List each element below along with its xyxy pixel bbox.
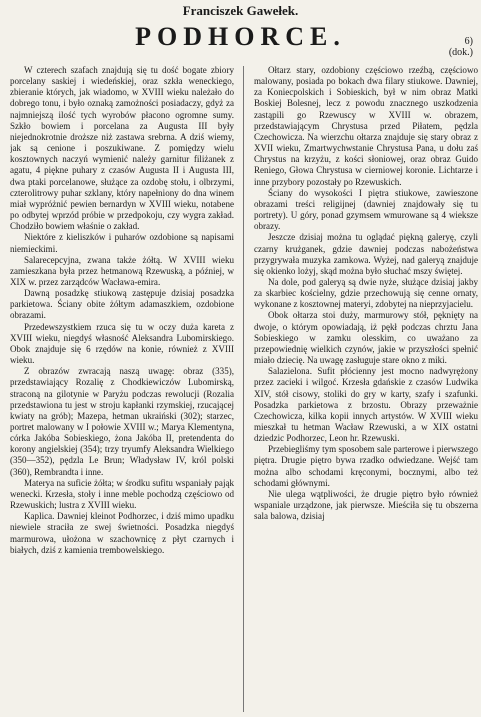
paragraph: Z obrazów zwracają naszą uwagę: obraz (335), przedstawiający Rozalię z Chodkiewiczów Lubomirską, straconą na gilotynie w Paryżu podczas rewolucji (Rozalia przedstawiona tu jest w stroju kapłanki rzymskiej, rzucającej kwiaty na grób); Mazepa, hetman ukraiński (302); starzec, portret malowany w I połowie XVIII w.; Marya Klementyna, córka Jakóba Sobieskiego, żona Jakóba II, pretendenta do korony angielskiej (354); trzy tryumfy Aleksandra Wielkiego (350—352), pędzla Le Brun; Władysław IV, król polski (360), Rembrandta i inne. — [10, 366, 234, 477]
paragraph: Ołtarz stary, ozdobiony częściowo rzeźbą, częściowo malowany, posiada po bokach dwa filary stiukowe. Dawniej, za Koniecpolskich i Sobieskich, był w nim obraz Matki Boskiej Bolesnej, lecz z powodu znacznego uszkodzenia zastąpili go Rzewuscy w XVIII w. obrazem, przedstawiającym Chrystusa przed Piłatem, pędzla Czechowicza. Na wierzchu ołtarza znajduje się stary obraz z XVII wieku, Zmartwychwstanie Chrystusa Pana, u dołu zaś Chrystus na krzyżu, z kości słoniowej, oraz obraz Guido Reniego, Głowa Chrystusa w cierniowej koronie. Lichtarze i inne przybory pozostały po Rzewuskich. — [254, 65, 478, 187]
installment-note — [449, 36, 473, 58]
paragraph: Przebiegliśmy tym sposobem sale parterowe i pierwszego piętra. Drugie piętro bywa rzadko odwiedzane. Wejść tam można albo schodami kręconymi, bocznymi, albo też schodami głównymi. — [254, 444, 478, 488]
paragraph: Obok ołtarza stoi duży, marmurowy stół, pęknięty na dwoje, o którym opowiadają, iż pękł podczas chrztu Jana Sobieskiego w zamku olesskim, co uważano za przepowiednię wielkich czynów, jakie w przyszłości spełnić miało dziecię. Na uwagę zasługuje stare okno z miki. — [254, 310, 478, 366]
paragraph: Jeszcze dzisiaj można tu oglądać piękną galeryę, czyli czarny krużganek, gdzie dawniej podczas nabożeństwa przygrywała muzyka zamkowa. Wyżej, nad galeryą znajduje się okienko lożyj, skąd można było słuchać mszy świętej. — [254, 232, 478, 276]
paragraph: Salazielona. Sufit płócienny jest mocno nadwyrężony przez zacieki i wilgoć. Krzesła gdańskie z czasów Ludwika XIV, stół cisowy, stoliki do gry w karty, szafy i szafunki. Posadzka parkietowa z brzostu. Obrazy przeważnie Czechowicza, kilka kopii innych artystów. W XVIII wieku mieszkał tu hetman Wacław Rzewuski, a w XIX ostatni dziedzic Podhorzec, Leon hr. Rzewuski. — [254, 366, 478, 444]
installment-number: 6) — [464, 36, 473, 47]
paragraph: Przedewszystkiem rzuca się tu w oczy duża kareta z XVIII wieku, niegdyś własność Aleksandra Lubomirskiego. Obok znajduje się 6 rzędów na konie, również z XVIII wieku. — [10, 321, 234, 366]
paragraph: Kaplica. Dawniej kleinot Podhorzec, i dziś mimo upadku niewiele straciła ze swej świetności. Posadzka niegdyś marmurowa, ułożona w szachownicę z płyt czarnych i białych, dziś z kamienia trembowelskiego. — [10, 511, 234, 555]
paragraph: Nie ulega wątpliwości, że drugie piętro było również wspaniale urządzone, jak pierwsze. Mieściła się tu obszerna sala balowa, dzisiaj — [254, 488, 478, 522]
paragraph: Ściany do wysokości I piętra stiukowe, zawieszone obrazami treści religijnej (dawniej znajdowały się tu portrety). U góry, ponad gzymsem wmurowane są 4 wieksze obrazy. — [254, 187, 478, 232]
paragraph: W czterech szafach znajdują się tu dość bogate zbiory porcelany saskiej i wiedeńskiej, oraz szkła weneckiego, zbieranie których, jak wiadomo, w XVIII wieku należało do dobrego tonu, i było oznaką zamożności posiadaczy, gdyż za najmniejszą ilość tych wyrobów płacono ogromne sumy. Szkło bowiem i porcelana za Augusta III były niejednokrotnie droższe niż zastawa srebrna. A dziś wiemy, jak są cenione i poszukiwane. Z pomiędzy wielu kosztownych naczyń wymienić należy garnitur filiżanek z agatu, 4 piękne puhary z czasów Augusta II i Augusta III, dwa ptaki porcelanowe, służące za ozdobę stołu, i olbrzymi, czterolitrowy puhar szklany, który napełniony do dna winem miał wypróżnić pewien bernardyn w XVIII wieku, notabene po odbytej wprzód próbie w przedpokoju, czy wygra zakład. Chodziło bowiem właśnie o zakład. — [10, 65, 234, 232]
column-divider — [243, 66, 244, 712]
left-column — [10, 65, 234, 713]
article-author: Franciszek Gawełek. — [182, 3, 299, 18]
paragraph: Dawną posadzkę stiukową zastępuje dzisiaj posadzka parkietowa. Ściany obite żółtym adamaszkiem, ozdobione obrazami. — [10, 288, 234, 321]
paragraph: Salarecepcyjna, zwana także żółtą. W XVIII wieku zamieszkana była przez hetmanową Rzewuską, a później, w XIX w. przez zarządców Wacława-emira. — [10, 254, 234, 287]
paragraph: Na dole, pod galeryą są dwie nyże, służące dzisiaj jakby za skarbiec kościelny, gdzie przechowują się cenne ornaty, wykonane z kosztownej materyi, zdobytej na nieprzyjacielu. — [254, 276, 478, 310]
paragraph: Niektóre z kieliszków i puharów ozdobione są napisami niemieckimi. — [10, 232, 234, 254]
paragraph: Materya na suficie żółta; w środku sufitu wspaniały pająk wenecki. Krzesła, stoły i inne meble pochodzą częściowo od Rzewuskich; lustra z XVIII wieku. — [10, 477, 234, 511]
installment-label: (dok.) — [448, 47, 473, 58]
article-title: PODHORCE. — [135, 22, 346, 51]
right-column — [254, 65, 478, 713]
